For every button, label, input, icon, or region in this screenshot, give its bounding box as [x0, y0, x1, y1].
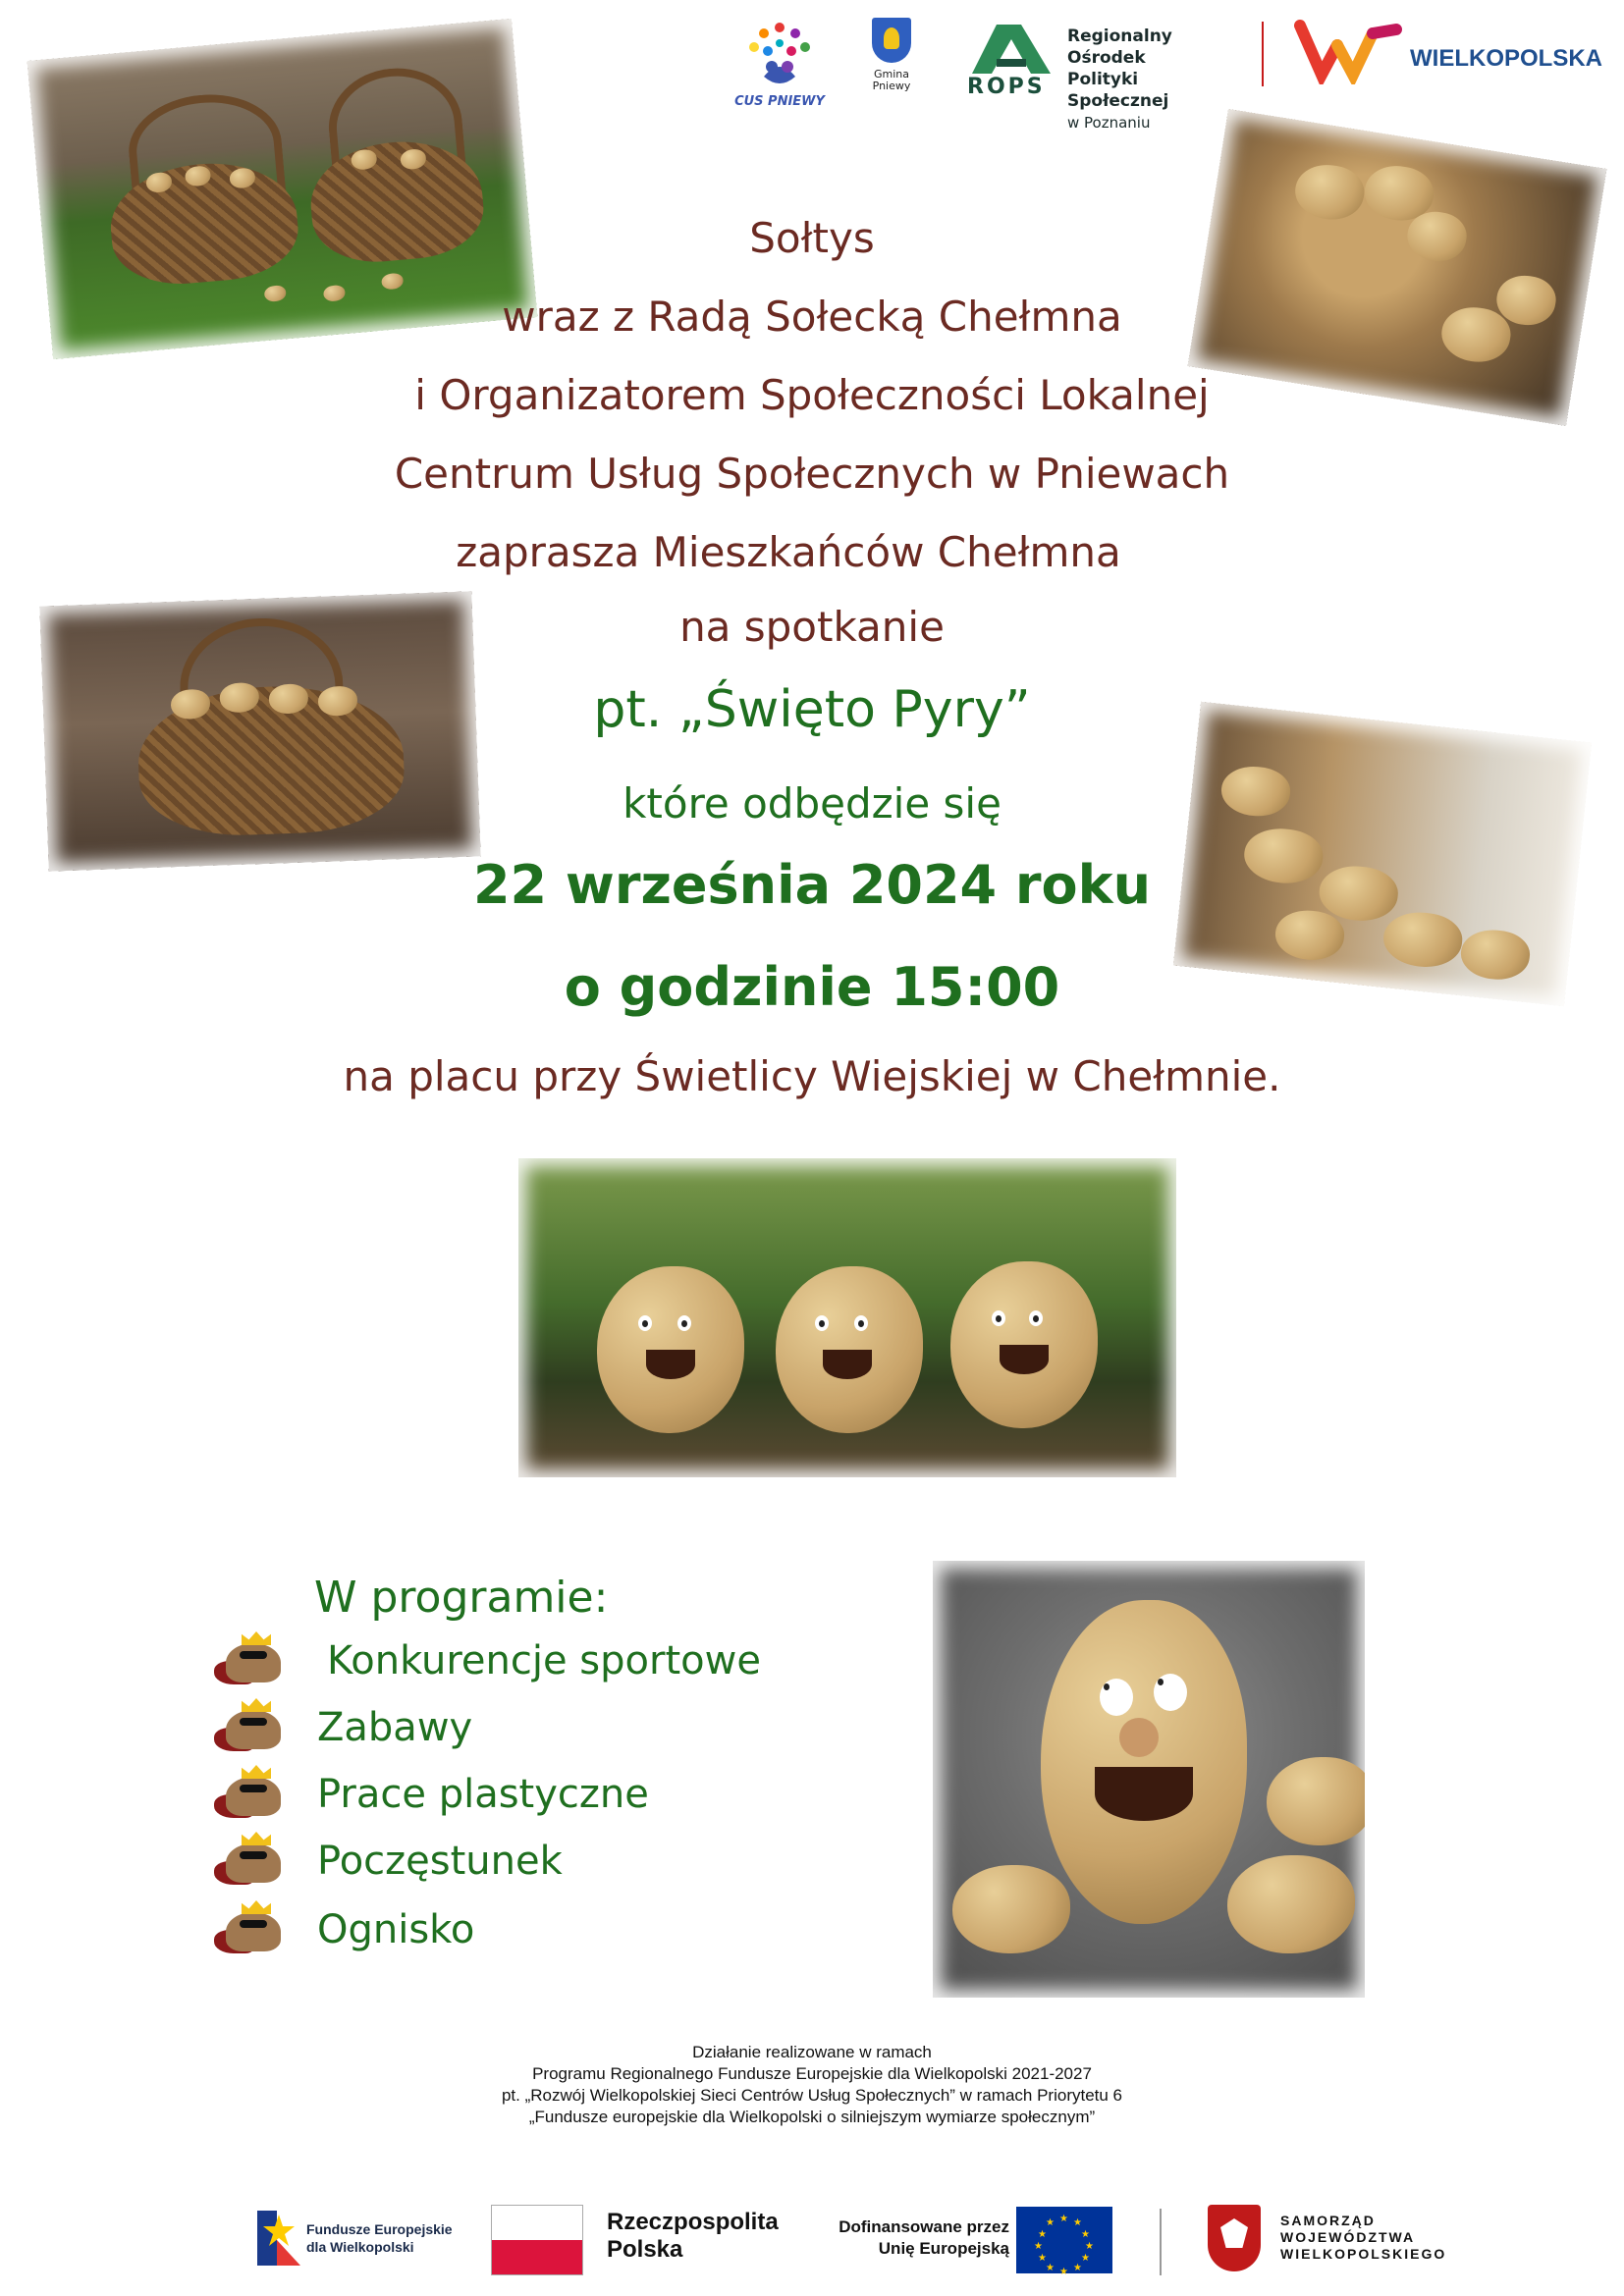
- eagle-crest-icon: [1208, 2205, 1261, 2271]
- sam-line2: WOJEWÓDZTWA: [1280, 2229, 1416, 2245]
- program-item-label: Prace plastyczne: [317, 1772, 649, 1817]
- mole-king-icon: [204, 1900, 287, 1955]
- gmina-logo-text: Gmina Pniewy: [872, 68, 911, 92]
- rops-house-icon: [967, 20, 1056, 79]
- program-item: [204, 1631, 911, 1690]
- funding-line4: „Fundusze europejskie dla Wielkopolski o silniejszym wymiarze społecznym”: [528, 2108, 1096, 2126]
- invite-line-organizator: i Organizatorem Społeczności Lokalnej: [414, 371, 1210, 419]
- fe-line2: dla Wielkopolski: [306, 2239, 414, 2255]
- event-time: o godzinie 15:00: [564, 956, 1060, 1018]
- invite-line-zaprasza: zaprasza Mieszkańców Chełmna: [456, 528, 1121, 576]
- wielkopolska-text: WIELKOPOLSKA: [1410, 45, 1602, 72]
- pl-line1: Rzeczpospolita: [607, 2209, 779, 2235]
- invite-line-spotkanie: na spotkanie: [679, 603, 945, 651]
- rops-logo: [967, 20, 1242, 132]
- program-item: [204, 1900, 911, 1959]
- invite-line-centrum: Centrum Usług Społecznych w Pniewach: [394, 450, 1230, 498]
- cus-logo-text: CUS PNIEWY: [734, 94, 825, 109]
- fundusze-europejskie-logo: [257, 2209, 463, 2271]
- eu-line1: Dofinansowane przez: [839, 2217, 1009, 2236]
- eu-cofunded-text: [813, 2216, 1009, 2260]
- fe-text: [306, 2220, 453, 2256]
- footer-divider: [1160, 2209, 1162, 2275]
- mole-king-icon: [204, 1832, 287, 1887]
- funding-logos-bar: [0, 2201, 1624, 2279]
- funding-line1: Działanie realizowane w ramach: [692, 2043, 932, 2061]
- rops-line2: Polityki Społecznej: [1067, 70, 1169, 111]
- rops-line1: Regionalny Ośrodek: [1067, 27, 1172, 68]
- program-item: [204, 1765, 911, 1824]
- happy-potatoes-photo: [518, 1158, 1176, 1477]
- polish-flag-icon: [491, 2205, 583, 2275]
- gmina-shield-icon: [872, 18, 911, 63]
- invite-line-soltys: Sołtys: [749, 214, 875, 262]
- mole-king-icon: [204, 1765, 287, 1820]
- invite-line-odbedzie: które odbędzie się: [623, 779, 1001, 828]
- mole-king-icon: [204, 1631, 287, 1686]
- program-item: [204, 1698, 911, 1757]
- wielkopolska-logo: [1294, 16, 1608, 84]
- program-item-label: Konkurencje sportowe: [327, 1638, 761, 1683]
- event-date: 22 września 2024 roku: [472, 854, 1152, 916]
- rzeczpospolita-text: [607, 2209, 779, 2264]
- eu-line2: Unię Europejską: [878, 2239, 1009, 2258]
- funding-line2: Programu Regionalnego Fundusze Europejskie dla Wielkopolski 2021-2027: [532, 2064, 1092, 2083]
- program-item-label: Ognisko: [317, 1907, 475, 1952]
- samorzad-text: [1280, 2213, 1446, 2263]
- event-title: pt. „Święto Pyry”: [593, 680, 1031, 739]
- program-heading: W programie:: [314, 1573, 609, 1623]
- smiling-potato-photo: [933, 1561, 1365, 1998]
- pl-line2: Polska: [607, 2236, 683, 2263]
- funding-line3: pt. „Rozwój Wielkopolskiej Sieci Centrów Usług Społecznych” w ramach Priorytetu 6: [501, 2086, 1123, 2105]
- cus-pniewy-logo: [734, 18, 825, 108]
- mole-king-icon: [204, 1698, 287, 1753]
- program-item-label: Poczęstunek: [317, 1839, 563, 1884]
- cus-dots-icon: [734, 18, 825, 96]
- rops-word: ROPS: [967, 75, 1046, 99]
- wielkopolska-w-icon: [1294, 16, 1404, 84]
- program-item-label: Zabawy: [317, 1705, 473, 1750]
- sam-line1: SAMORZĄD: [1280, 2213, 1376, 2228]
- rops-name: [1067, 26, 1242, 133]
- rops-line3: w Poznaniu: [1067, 114, 1151, 132]
- eu-flag-icon: ★ ★ ★ ★ ★ ★ ★ ★ ★ ★ ★ ★: [1016, 2207, 1112, 2273]
- funding-note: [0, 2042, 1624, 2128]
- gmina-pniewy-logo: [864, 18, 919, 112]
- event-place: na placu przy Świetlicy Wiejskiej w Chełmnie.: [343, 1052, 1281, 1100]
- program-item: [204, 1832, 911, 1891]
- sam-line3: WIELKOPOLSKIEGO: [1280, 2246, 1447, 2262]
- header-divider: [1262, 22, 1264, 86]
- fe-star-icon: [257, 2211, 300, 2266]
- invite-line-rada: wraz z Radą Sołecką Chełmna: [502, 293, 1122, 341]
- fe-line1: Fundusze Europejskie: [306, 2221, 453, 2237]
